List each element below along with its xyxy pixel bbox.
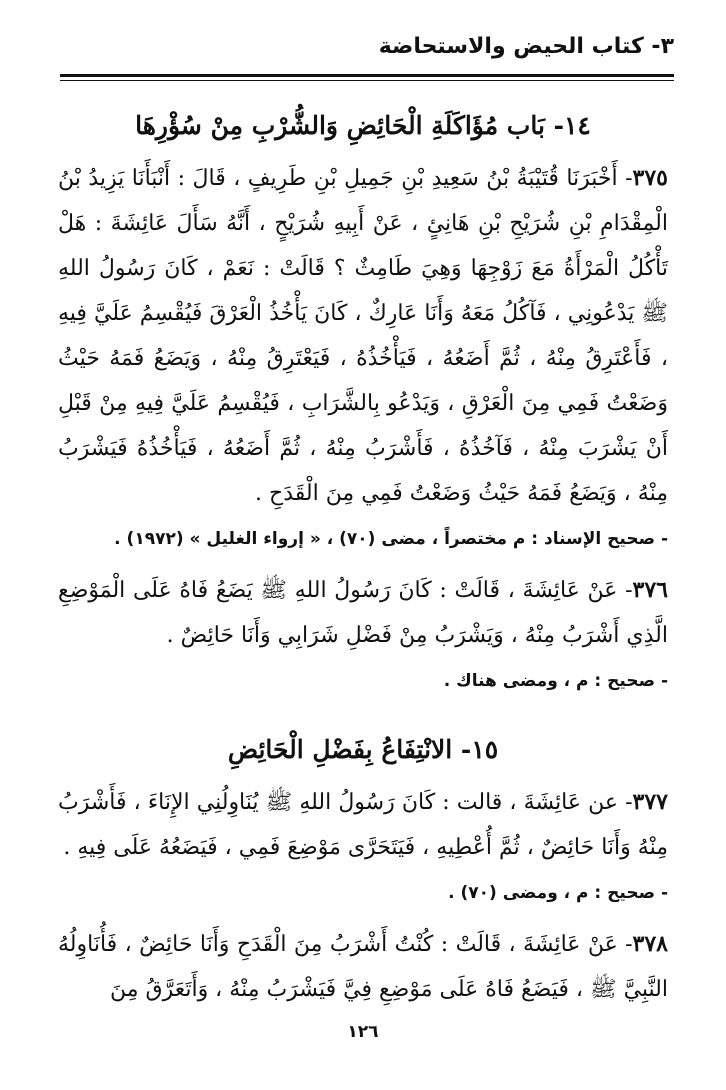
hadith-378 xyxy=(58,922,668,1012)
hadith-number: ٣٧٧ xyxy=(632,789,668,815)
hadith-376 xyxy=(58,568,668,658)
chapter-heading: ١٥- الانْتِفَاعُ بِفَضْلِ الْحَائِضِ xyxy=(227,735,499,764)
header-rule-thick xyxy=(60,74,674,77)
running-head: ٣- كتاب الحيض والاستحاضة xyxy=(378,34,674,59)
header-rule-thin xyxy=(60,80,674,81)
hadith-number: ٣٧٥ xyxy=(632,165,668,191)
section-14 xyxy=(58,108,668,702)
hadith-text: - عَنْ عَائِشَةَ ، قَالَتْ : كُنْتُ أَشْرَبُ مِنَ الْقَدَحِ وَأَنَا حَائِضٌ ، فَأُنَاوِلُهُ النَّبِيَّ ﷺ ، فَيَضَعُ فَاهُ عَلَى مَوْضِعِ فِيَّ فَيَشْرَبُ مِنْهُ ، وَأَتَعَرَّقُ مِنَ xyxy=(58,932,668,1002)
section-15 xyxy=(58,732,668,1012)
hadith-text: - عن عَائِشَةَ ، قالت : كَانَ رَسُولُ اللهِ ﷺ يُنَاوِلُنِي الإِنَاءَ ، فَأَشْرَبُ مِنْهُ وَأَنَا حَائِضٌ ، ثُمَّ أُعْطِيهِ ، فَيَتَحَرَّى مَوْضِعَ فَمِي ، فَيَضَعُهُ عَلَى فِيهِ . xyxy=(58,790,668,860)
hadith-377 xyxy=(58,780,668,870)
hadith-text: - عَنْ عَائِشَةَ ، قَالَتْ : كَانَ رَسُولُ اللهِ ﷺ يَضَعُ فَاهُ عَلَى الْمَوْضِعِ الَّذِي أَشْرَبُ مِنْهُ ، وَيَشْرَبُ مِنْ فَضْلِ شَرَابِي وَأَنَا حَائِضٌ . xyxy=(58,578,668,648)
hadith-grading: - صحيح الإسناد : م مختصراً ، مضى (٧٠) ، « إرواء الغليل » (١٩٧٢) . xyxy=(114,529,668,549)
page-number: ١٢٦ xyxy=(347,1022,379,1042)
hadith-text: - أَخْبَرَنَا قُتَيْبَةُ بْنُ سَعِيدِ بْنِ جَمِيلِ بْنِ طَرِيفٍ ، قَالَ : أَنْبَأَنَا يَزِيدُ بْنُ الْمِقْدَامِ بْنِ شُرَيْحِ بْنِ هَانِئٍ ، عَنْ أَبِيهِ شُرَيْحٍ ، أَنَّهُ سَأَلَ عَائِشَةَ : هَلْ تَأْكُلُ الْمَرْأَةُ مَعَ زَوْجِهَا وَهِيَ طَامِثٌ ؟ قَالَتْ : نَعَمْ ، كَانَ رَسُولُ اللهِ ﷺ يَدْعُونِي ، فَآكُلُ مَعَهُ وَأَنَا عَارِكٌ ، كَانَ يَأْخُذُ الْعَرْقَ فَيُقْسِمُ عَلَيَّ فِيهِ ، فَأَعْتَرِقُ مِنْهُ ، ثُمَّ أَضَعُهُ ، فَيَأْخُذُهُ ، فَيَعْتَرِقُ مِنْهُ ، وَيَضَعُ فَمَهُ حَيْثُ وَضَعْتُ فَمِي مِنَ الْعَرْقِ ، وَيَدْعُو بِالشَّرَابِ ، فَيُقْسِمُ عَلَيَّ فِيهِ مِنْ قَبْلِ أَنْ يَشْرَبَ مِنْهُ ، فَآخُذُهُ ، فَأَشْرَبُ مِنْهُ ، ثُمَّ أَضَعُهُ ، فَيَأْخُذُهُ فَيَشْرَبُ مِنْهُ ، وَيَضَعُ فَمَهُ حَيْثُ وَضَعْتُ فَمِي مِنَ الْقَدَحِ . xyxy=(58,166,668,506)
hadith-grading: - صحيح : م ، ومضى (٧٠) . xyxy=(448,883,668,903)
hadith-grading: - صحيح : م ، ومضى هناك . xyxy=(443,671,668,691)
hadith-number: ٣٧٨ xyxy=(632,931,668,957)
hadith-number: ٣٧٦ xyxy=(632,577,668,603)
page-content xyxy=(58,100,668,1012)
chapter-heading: ١٤- بَاب مُؤَاكَلَةِ الْحَائِضِ وَالشُّرْبِ مِنْ سُؤْرِهَا xyxy=(135,111,591,140)
hadith-375 xyxy=(58,156,668,516)
section-gap xyxy=(58,710,668,724)
